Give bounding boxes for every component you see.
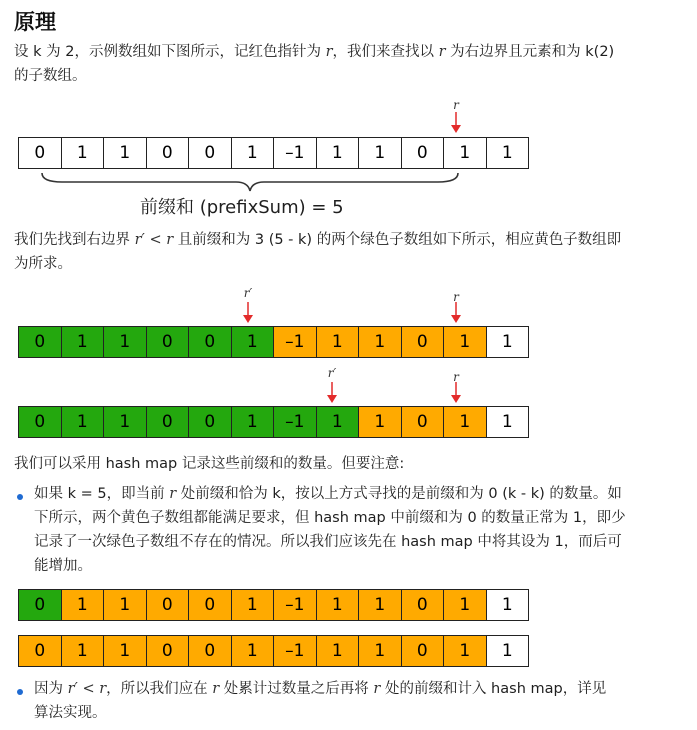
paragraph-2	[14, 228, 686, 276]
bullet-text: 能增加。	[34, 558, 92, 574]
array-figure-2b	[18, 406, 528, 438]
array-cell: 1	[103, 635, 147, 667]
array-cell: 0	[401, 406, 445, 438]
array-cell: 1	[231, 406, 275, 438]
bullet-text: 下所示，两个黄色子数组都能满足要求，但 hash map 中前缀和为 0 的数量正常为 1，即少	[34, 510, 626, 526]
bullet-text: 记录了一次绿色子数组不存在的情况。所以我们应该先在 hash map 中将其设为 1，而后可	[34, 534, 622, 550]
red-pointer-arrow	[448, 112, 464, 134]
intro-text: ，我们来查找以	[332, 44, 434, 60]
bullet-text: 处前缀和恰为 k，按以上方式寻找的是前缀和为 0 (k - k) 的数量。如	[180, 486, 622, 502]
math-r: r	[169, 486, 177, 502]
array-cell: 0	[401, 589, 445, 621]
array-cell: 1	[316, 406, 360, 438]
bullet-dot	[17, 689, 23, 695]
array-cell: 1	[358, 635, 402, 667]
array-cell: 1	[61, 406, 105, 438]
array-cell: –1	[273, 326, 317, 358]
array-cell: 1	[103, 589, 147, 621]
array-cell: 1	[61, 137, 105, 169]
array-cell: 1	[316, 326, 360, 358]
array-cell: 1	[231, 589, 275, 621]
bullet-text: 处累计过数量之后再将	[223, 681, 369, 697]
array-cell: 1	[358, 406, 402, 438]
array-cell: 0	[18, 635, 62, 667]
array-cell: –1	[273, 406, 317, 438]
array-cell: 0	[146, 589, 190, 621]
intro-text: 设 k 为 2，示例数组如下图所示，记红色指针为	[14, 44, 321, 60]
array-cell: 0	[18, 406, 62, 438]
array-cell: 1	[231, 137, 275, 169]
array-figure-3a	[18, 589, 528, 621]
paragraph-text: 且前缀和为 3 (5 - k) 的两个绿色子数组如下所示，相应黄色子数组即	[177, 232, 622, 248]
array-cell: 1	[316, 137, 360, 169]
brace	[40, 171, 460, 193]
red-pointer-arrow	[240, 302, 256, 324]
array-cell: 1	[316, 635, 360, 667]
bullet-1	[34, 482, 686, 578]
array-cell: 1	[358, 137, 402, 169]
array-figure-1	[18, 137, 528, 169]
array-cell: –1	[273, 635, 317, 667]
array-cell: 0	[188, 326, 232, 358]
math-r: r	[438, 44, 446, 60]
array-cell: 1	[231, 635, 275, 667]
bullet-2	[34, 677, 686, 725]
math-r: r	[325, 44, 333, 60]
array-cell: 1	[61, 589, 105, 621]
array-figure-2a	[18, 326, 528, 358]
array-cell: 0	[18, 326, 62, 358]
bullet-text: 如果 k = 5，即当前	[34, 486, 165, 502]
math-r-prime-lt-r: r′ < r	[67, 681, 107, 697]
pointer-r-prime-label: r′	[327, 366, 337, 380]
array-cell: 1	[486, 406, 530, 438]
pointer-r-prime-label: r′	[243, 286, 253, 300]
math-r: r	[373, 681, 381, 697]
math-r: r	[212, 681, 220, 697]
array-cell: 0	[146, 635, 190, 667]
array-cell: 0	[188, 406, 232, 438]
paragraph-text: 我们先找到右边界	[14, 232, 130, 248]
array-cell: 0	[188, 589, 232, 621]
paragraph-3: 我们可以采用 hash map 记录这些前缀和的数量。但要注意:	[14, 456, 405, 472]
red-pointer-arrow	[448, 302, 464, 324]
array-cell: 1	[443, 326, 487, 358]
array-cell: 0	[146, 326, 190, 358]
section-title: 原理	[14, 10, 56, 34]
array-cell: 1	[486, 326, 530, 358]
array-cell: –1	[273, 137, 317, 169]
prefix-sum-label: 前缀和 (prefixSum) = 5	[140, 197, 344, 218]
array-cell: 1	[443, 406, 487, 438]
array-cell: –1	[273, 589, 317, 621]
intro-text: 为右边界且元素和为 k(2)	[450, 44, 615, 60]
array-cell: 1	[486, 589, 530, 621]
bullet-text: 处的前缀和计入 hash map，详见	[384, 681, 607, 697]
array-cell: 0	[18, 137, 62, 169]
array-cell: 1	[358, 326, 402, 358]
paragraph-text: 为所求。	[14, 256, 72, 272]
array-cell: 1	[486, 635, 530, 667]
pointer-r-label: r	[453, 290, 459, 304]
array-cell: 0	[146, 406, 190, 438]
array-cell: 0	[188, 137, 232, 169]
array-figure-3b	[18, 635, 528, 667]
array-cell: 0	[401, 137, 445, 169]
pointer-r-label: r	[453, 370, 459, 384]
array-cell: 1	[358, 589, 402, 621]
red-pointer-arrow	[448, 382, 464, 404]
array-cell: 1	[231, 326, 275, 358]
red-pointer-arrow	[324, 382, 340, 404]
array-cell: 1	[103, 137, 147, 169]
array-cell: 1	[61, 326, 105, 358]
array-cell: 1	[443, 137, 487, 169]
array-cell: 0	[146, 137, 190, 169]
math-r-prime-lt-r: r′ < r	[134, 232, 174, 248]
array-cell: 1	[103, 406, 147, 438]
array-cell: 1	[443, 589, 487, 621]
array-cell: 0	[401, 635, 445, 667]
array-cell: 1	[103, 326, 147, 358]
bullet-text: 算法实现。	[34, 705, 107, 721]
array-cell: 1	[61, 635, 105, 667]
array-cell: 1	[486, 137, 530, 169]
array-cell: 0	[188, 635, 232, 667]
array-cell: 1	[316, 589, 360, 621]
intro-paragraph	[14, 40, 686, 88]
array-cell: 1	[443, 635, 487, 667]
array-cell: 0	[401, 326, 445, 358]
array-cell: 0	[18, 589, 62, 621]
bullet-text: ，所以我们应在	[106, 681, 208, 697]
bullet-dot	[17, 494, 23, 500]
pointer-r-label: r	[453, 98, 459, 112]
intro-text: 的子数组。	[14, 68, 87, 84]
bullet-text: 因为	[34, 681, 63, 697]
